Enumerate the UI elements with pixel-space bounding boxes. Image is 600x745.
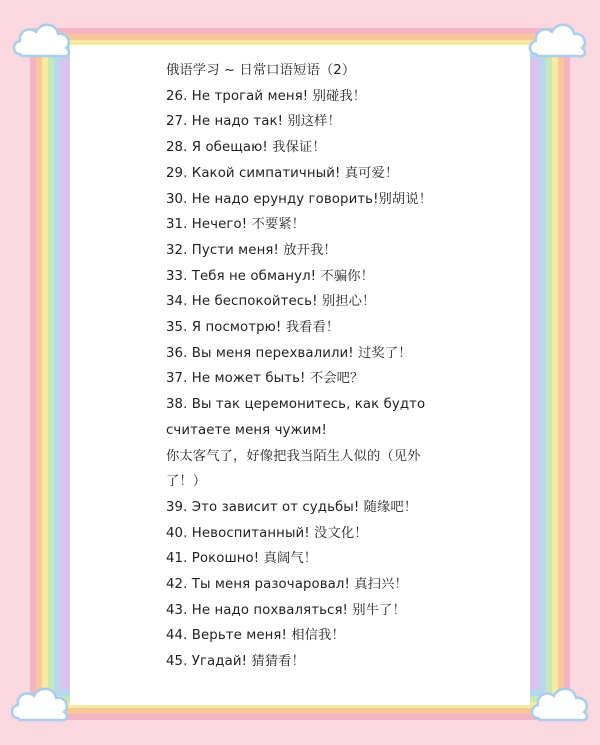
phrase-line: 了！）: [166, 474, 207, 490]
phrase-line: 41. Рокошно! 真阔气！: [166, 551, 318, 567]
page-title: 俄语学习 ~ 日常口语短语（2）: [166, 63, 356, 78]
phrase-line: 38. Вы так церемонитесь, как будто: [166, 397, 426, 413]
cloud-icon-bottom-left: [8, 682, 74, 726]
phrase-line: 32. Пусти меня! 放开我！: [166, 242, 337, 258]
phrase-line: 36. Вы меня перехвалили! 过奖了！: [166, 345, 412, 361]
phrase-line: 37. Не может быть! 不会吧？: [166, 371, 364, 387]
phrase-line: 29. Какой симпатичный! 真可爱！: [166, 165, 399, 181]
phrase-line: 42. Ты меня разочаровал! 真扫兴！: [166, 577, 408, 593]
phrase-line: 26. Не трогай меня! 别碰我！: [166, 88, 367, 104]
phrase-line: 33. Тебя не обманул! 不骗你！: [166, 268, 375, 284]
phrase-line: 27. Не надо так! 别这样！: [166, 114, 341, 130]
phrase-line: считаете меня чужим!: [166, 422, 327, 438]
phrase-line: 你太客气了，好像把我当陌生人似的（见外: [166, 448, 421, 464]
phrase-line: 45. Угадай! 猜猜看！: [166, 654, 305, 670]
phrase-line: 40. Невоспитанный! 没文化！: [166, 525, 368, 541]
cloud-icon-bottom-right: [528, 682, 594, 726]
phrase-line: 31. Нечего! 不要紧！: [166, 217, 306, 233]
phrase-line: 34. Не беспокойтесь! 别担心！: [166, 294, 376, 310]
phrase-line: 35. Я посмотрю! 我看看！: [166, 320, 340, 336]
phrase-line: 43. Не надо похваляться! 别牛了！: [166, 602, 406, 618]
cloud-icon-top-right: [526, 18, 592, 62]
phrase-line: 39. Это зависит от судьбы! 随缘吧！: [166, 499, 418, 515]
phrase-line: 30. Не надо ерунду говорить!别胡说！: [166, 191, 433, 207]
phrase-line: 44. Верьте меня! 相信我！: [166, 628, 345, 644]
phrase-list: [166, 58, 466, 675]
cloud-icon-top-left: [10, 18, 76, 62]
phrase-line: 28. Я обещаю! 我保证！: [166, 140, 326, 156]
